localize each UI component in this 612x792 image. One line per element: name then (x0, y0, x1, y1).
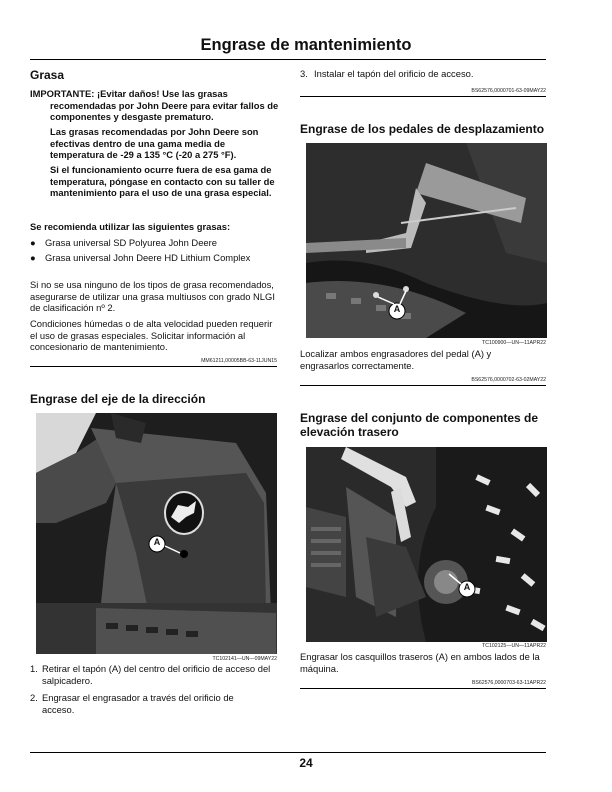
bullet-icon: ● (30, 237, 36, 248)
callout-a: A (463, 582, 471, 592)
pedales-text: Localizar ambos engrasadores del pedal (A) y engrasarlos correctamente. (300, 348, 492, 371)
list-item: 1. Retirar el tapón (A) del centro del orificio de acceso del salpicadero. (30, 663, 271, 686)
important-special-grease: Si el funcionamiento ocurre fuera de esa gama de temperatura, póngase en contacto con su taller de mantenimiento para el uso de una grasa especial. (50, 164, 275, 199)
list-item: 2. Engrasar el engrasador a través del orificio de acceso. (30, 692, 234, 715)
elevacion-heading: Engrase del conjunto de componentes de elevación trasero (300, 411, 539, 439)
callout-a: A (393, 304, 401, 314)
section-rule (30, 366, 277, 367)
grasa-heading: Grasa (30, 68, 65, 82)
steps-list (30, 663, 280, 715)
steering-dashboard-image (36, 413, 277, 654)
list-item: ● Grasa universal John Deere HD Lithium Complex (30, 251, 251, 263)
eje-heading: Engrase del eje de la dirección (30, 392, 206, 406)
ref-code: BS62576,0000702-63-02MAY22 (471, 377, 546, 383)
recommend-text: Se recomienda utilizar las siguientes grasas: (30, 221, 231, 232)
rear-lift-image (306, 447, 547, 642)
callout-a: A (153, 537, 161, 547)
ref-code: BS62576,0000703-63-11APR22 (471, 680, 546, 686)
grease-list (30, 237, 290, 263)
steering-dashboard-illustration (36, 413, 277, 654)
para-special-conditions: Condiciones húmedas o de alta velocidad pueden requerir el uso de grasas especiales. Solicitar información al concesionario de mantenimiento. (30, 318, 273, 353)
important-temp-range: Las grasas recomendadas por John Deere son efectivas dentro de una gama media de temperatura de -29 a 135 °C (-20 a 275 °F). (50, 126, 259, 161)
bullet-icon: ● (30, 251, 36, 263)
figure-caption: TC102141—UN—09MAY22 (212, 656, 277, 662)
section-rule (300, 688, 546, 689)
ref-code: MM61211,00005BB-63-11JUN15 (201, 358, 277, 364)
footer-rule (30, 752, 546, 753)
section-rule (300, 96, 546, 97)
list-item: ● Grasa universal SD Polyurea John Deere (30, 237, 217, 248)
para-nlgi: Si no se usa ninguno de los tipos de grasa recomendados, asegurarse de utilizar una grasa multiusos con grado NLGI de clasificación nº 2. (30, 279, 275, 314)
page-number: 24 (299, 756, 313, 770)
elevacion-text: Engrasar los casquillos traseros (A) en ambos lados de la máquina. (300, 651, 540, 674)
important-note: IMPORTANTE: ¡Evitar daños! Use las grasas recomendadas por John Deere para evitar fallos de componentes y desgaste prematuro. (30, 88, 279, 123)
page-title: Engrase de mantenimiento (200, 36, 412, 54)
ref-code: BS62576,0000701-63-09MAY22 (471, 88, 546, 94)
section-rule (300, 385, 546, 386)
step-3: 3. Instalar el tapón del orificio de acceso. (300, 68, 474, 79)
pedals-illustration (306, 143, 547, 338)
pedales-heading: Engrase de los pedales de desplazamiento (300, 122, 545, 136)
pedals-image (306, 143, 547, 338)
figure-caption: TC102125—UN—11APR22 (482, 643, 546, 649)
title-rule (30, 59, 546, 60)
rear-lift-illustration (306, 447, 547, 642)
figure-caption: TC100900—UN—11APR22 (482, 340, 546, 346)
